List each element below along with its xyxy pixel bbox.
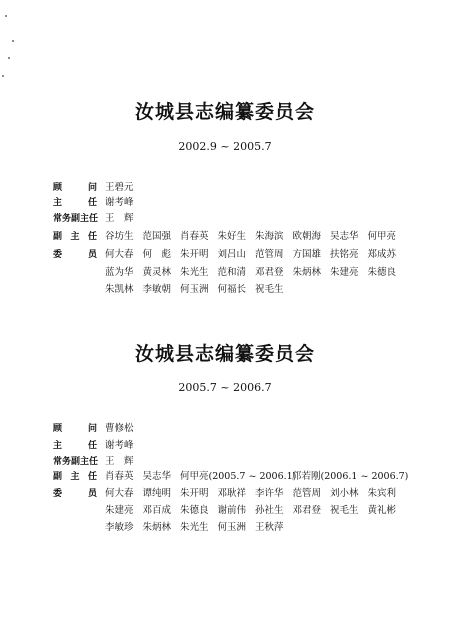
member-name: 吴志华 [142,471,172,482]
member-name: 朱宾利 [367,488,397,499]
role-label: 顾 问 [53,424,97,434]
member-name: 王 辉 [105,213,134,224]
role-label: 主 任 [53,198,97,208]
member-name: 李敏珍 [105,522,134,533]
member-name: 祝毛生 [330,505,359,516]
member-name: 谷坊生 [105,231,134,242]
scan-speck [12,40,14,42]
member-name: 谭纯明 [142,488,172,499]
member-name: 朱德良 [180,505,209,516]
member-name: 朱开明 [180,488,209,499]
member-name: 扶铭亮 [330,249,359,260]
member-name: 朱炳林 [292,267,322,278]
member-name: 郑成苏 [367,249,397,260]
member-name: 范国强 [142,231,172,242]
member-name: 何大春 [105,488,134,499]
member-name: 肖春英 [180,231,209,242]
member-name: 邝若刚(2006.1 ~ 2006.7) [292,471,409,482]
member-row [0,422,450,440]
scan-speck [5,15,7,17]
member-name: 何甲亮(2005.7 ~ 2006.1) [180,471,297,482]
member-name: 朱德良 [367,267,397,278]
member-name: 邓君登 [255,267,284,278]
member-name: 朱光生 [180,522,209,533]
role-label: 主 任 [53,441,97,451]
member-name: 范管周 [255,249,284,260]
member-name: 王 辉 [105,456,134,467]
member-name: 邓耿祥 [217,488,247,499]
member-name: 朱建亮 [105,505,134,516]
member-row [0,266,450,284]
member-name: 何 彪 [142,249,172,260]
member-name: 谢考峰 [105,197,134,208]
member-names [105,422,445,440]
member-name: 王秋萍 [255,522,284,533]
member-name: 范和清 [217,267,247,278]
member-name: 何玉洲 [217,522,247,533]
member-name: 朱开明 [180,249,209,260]
scan-speck [2,75,4,77]
member-name: 欧朝海 [292,231,322,242]
member-row [0,470,450,488]
member-name: 吴志华 [330,231,359,242]
member-name: 朱好生 [217,231,247,242]
member-name: 曹修松 [105,423,134,434]
member-name: 刘吕山 [217,249,247,260]
member-name: 何甲亮 [367,231,397,242]
role-label: 顾 问 [53,183,97,193]
member-names [105,470,445,488]
term-period: 2005.7 ~ 2006.7 [178,381,272,394]
member-name: 邓百成 [142,505,172,516]
member-name: 方国雄 [292,249,322,260]
role-label: 常务副主任 [53,214,99,224]
member-name: 蓝为华 [105,267,134,278]
member-name: 孙社生 [255,505,284,516]
member-names [105,521,445,539]
member-name: 李敏朝 [142,284,172,295]
member-names [105,230,445,248]
member-names [105,504,445,522]
member-name: 邓君登 [292,505,322,516]
role-label: 副 主 任 [53,472,97,482]
member-name: 黄礼彬 [367,505,397,516]
member-name: 谢前伟 [217,505,247,516]
member-names [105,487,445,505]
member-name: 李许华 [255,488,284,499]
section-title: 汝城县志编纂委员会 [134,343,315,365]
member-name: 朱海滨 [255,231,284,242]
member-row [0,487,450,505]
member-names [105,283,445,301]
member-name: 范管周 [292,488,322,499]
role-label: 副 主 任 [53,232,97,242]
member-row [0,230,450,248]
member-name: 朱炳林 [142,522,172,533]
member-row [0,212,450,230]
member-name: 朱建亮 [330,267,359,278]
member-row [0,248,450,266]
role-label: 委 员 [53,250,97,260]
member-name: 刘小林 [330,488,359,499]
role-label: 委 员 [53,489,97,499]
member-name: 朱光生 [180,267,209,278]
member-name: 朱凯林 [105,284,134,295]
role-label: 常务副主任 [53,457,99,467]
member-row [0,521,450,539]
member-name: 谢考峰 [105,440,134,451]
member-names [105,266,445,284]
member-names [105,212,445,230]
member-name: 肖春英 [105,471,134,482]
member-name: 祝毛生 [255,284,284,295]
term-period: 2002.9 ~ 2005.7 [178,140,272,153]
member-name: 王碧元 [105,182,134,193]
section-title: 汝城县志编纂委员会 [134,101,315,123]
member-name: 何福长 [217,284,247,295]
member-row [0,283,450,301]
member-name: 何玉洲 [180,284,209,295]
member-names [105,248,445,266]
scan-speck [8,57,10,59]
member-row [0,504,450,522]
member-name: 黄灵林 [142,267,172,278]
member-name: 何大春 [105,249,134,260]
